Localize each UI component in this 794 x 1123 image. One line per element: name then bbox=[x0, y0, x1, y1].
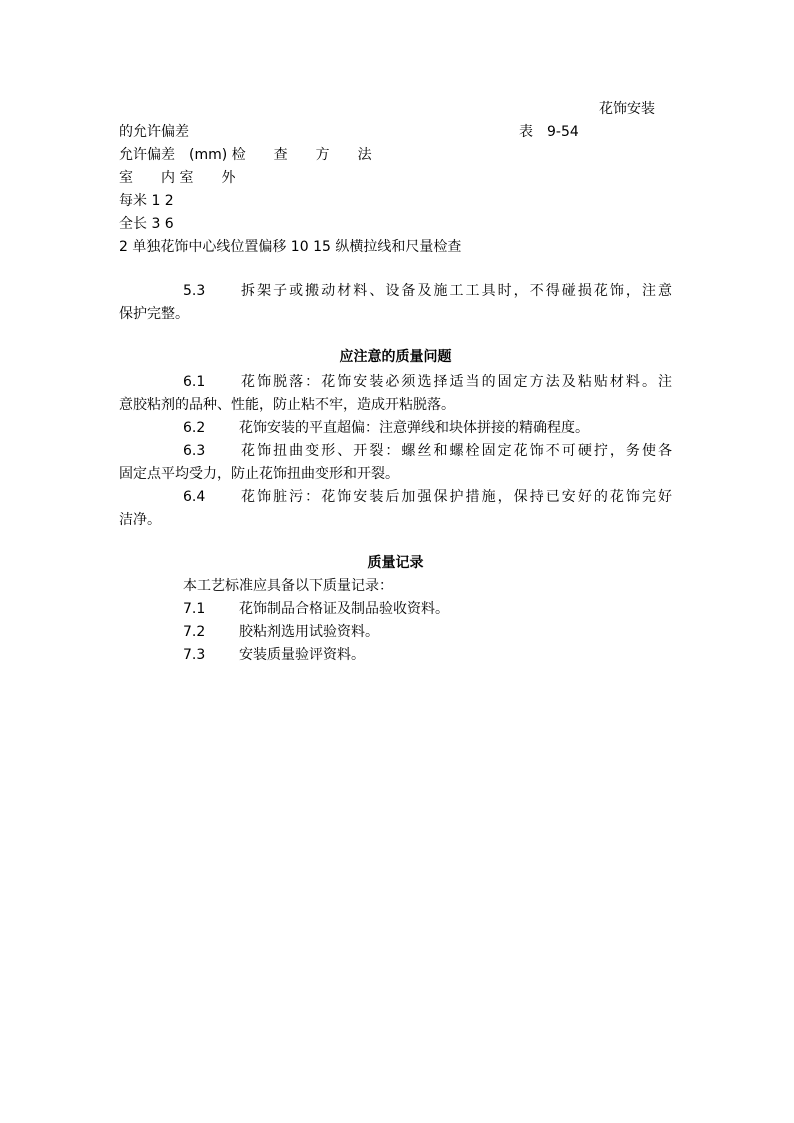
item-text: 安装质量验评资料。 bbox=[239, 647, 365, 663]
table-title-right: 花饰安装 bbox=[599, 101, 655, 117]
item-text: 花饰脏污：花饰安装后加强保护措施，保持已安好的花饰完好 bbox=[239, 489, 672, 505]
table-row: 2 单独花饰中心线位置偏移 10 15 纵横拉线和尺量检查 bbox=[119, 239, 462, 255]
item-6-1-line2: 意胶粘剂的品种、性能，防止粘不牢，造成开粘脱落。 bbox=[119, 397, 455, 413]
item-6-1-line1 bbox=[119, 372, 672, 393]
list-item bbox=[183, 599, 449, 620]
item-number: 7.2 bbox=[183, 624, 206, 640]
item-text: 花饰脱落：花饰安装必须选择适当的固定方法及粘贴材料。注 bbox=[239, 374, 672, 390]
item-6-3-line1 bbox=[119, 441, 672, 462]
paragraph-5-3-line1 bbox=[119, 281, 672, 302]
item-number: 7.3 bbox=[183, 647, 206, 663]
table-row: 每米 1 2 bbox=[119, 193, 174, 209]
paragraph-text: 拆架子或搬动材料、设备及施工工具时，不得碰损花饰，注意 bbox=[239, 283, 672, 299]
item-6-2-line1 bbox=[183, 418, 589, 439]
item-text: 花饰制品合格证及制品验收资料。 bbox=[239, 601, 449, 617]
item-number: 6.2 bbox=[183, 420, 206, 436]
item-number: 6.3 bbox=[183, 443, 206, 459]
item-6-4-line1 bbox=[119, 487, 672, 508]
item-text: 胶粘剂选用试验资料。 bbox=[239, 624, 379, 640]
item-number: 5.3 bbox=[183, 283, 206, 299]
item-text: 花饰扭曲变形、开裂：螺丝和螺栓固定花饰不可硬拧，务使各 bbox=[239, 443, 672, 459]
item-text: 花饰安装的平直超偏：注意弹线和块体拼接的精确程度。 bbox=[239, 420, 589, 436]
table-row: 允许偏差 (mm) 检 查 方 法 bbox=[119, 147, 372, 163]
list-item bbox=[183, 622, 379, 643]
item-6-3-line2: 固定点平均受力，防止花饰扭曲变形和开裂。 bbox=[119, 466, 399, 482]
section-heading: 应注意的质量问题 bbox=[339, 349, 452, 365]
table-row: 室 内 室 外 bbox=[119, 170, 236, 186]
table-number: 表 9-54 bbox=[519, 124, 579, 140]
section-heading: 质量记录 bbox=[367, 555, 424, 571]
table-row: 全长 3 6 bbox=[119, 216, 174, 232]
table-title-left: 的允许偏差 bbox=[119, 124, 189, 140]
section-intro: 本工艺标准应具备以下质量记录： bbox=[183, 578, 393, 594]
item-number: 7.1 bbox=[183, 601, 206, 617]
item-number: 6.1 bbox=[183, 374, 206, 390]
item-number: 6.4 bbox=[183, 489, 206, 505]
paragraph-5-3-line2: 保护完整。 bbox=[119, 306, 189, 322]
item-6-4-line2: 洁净。 bbox=[119, 512, 161, 528]
list-item bbox=[183, 645, 365, 666]
